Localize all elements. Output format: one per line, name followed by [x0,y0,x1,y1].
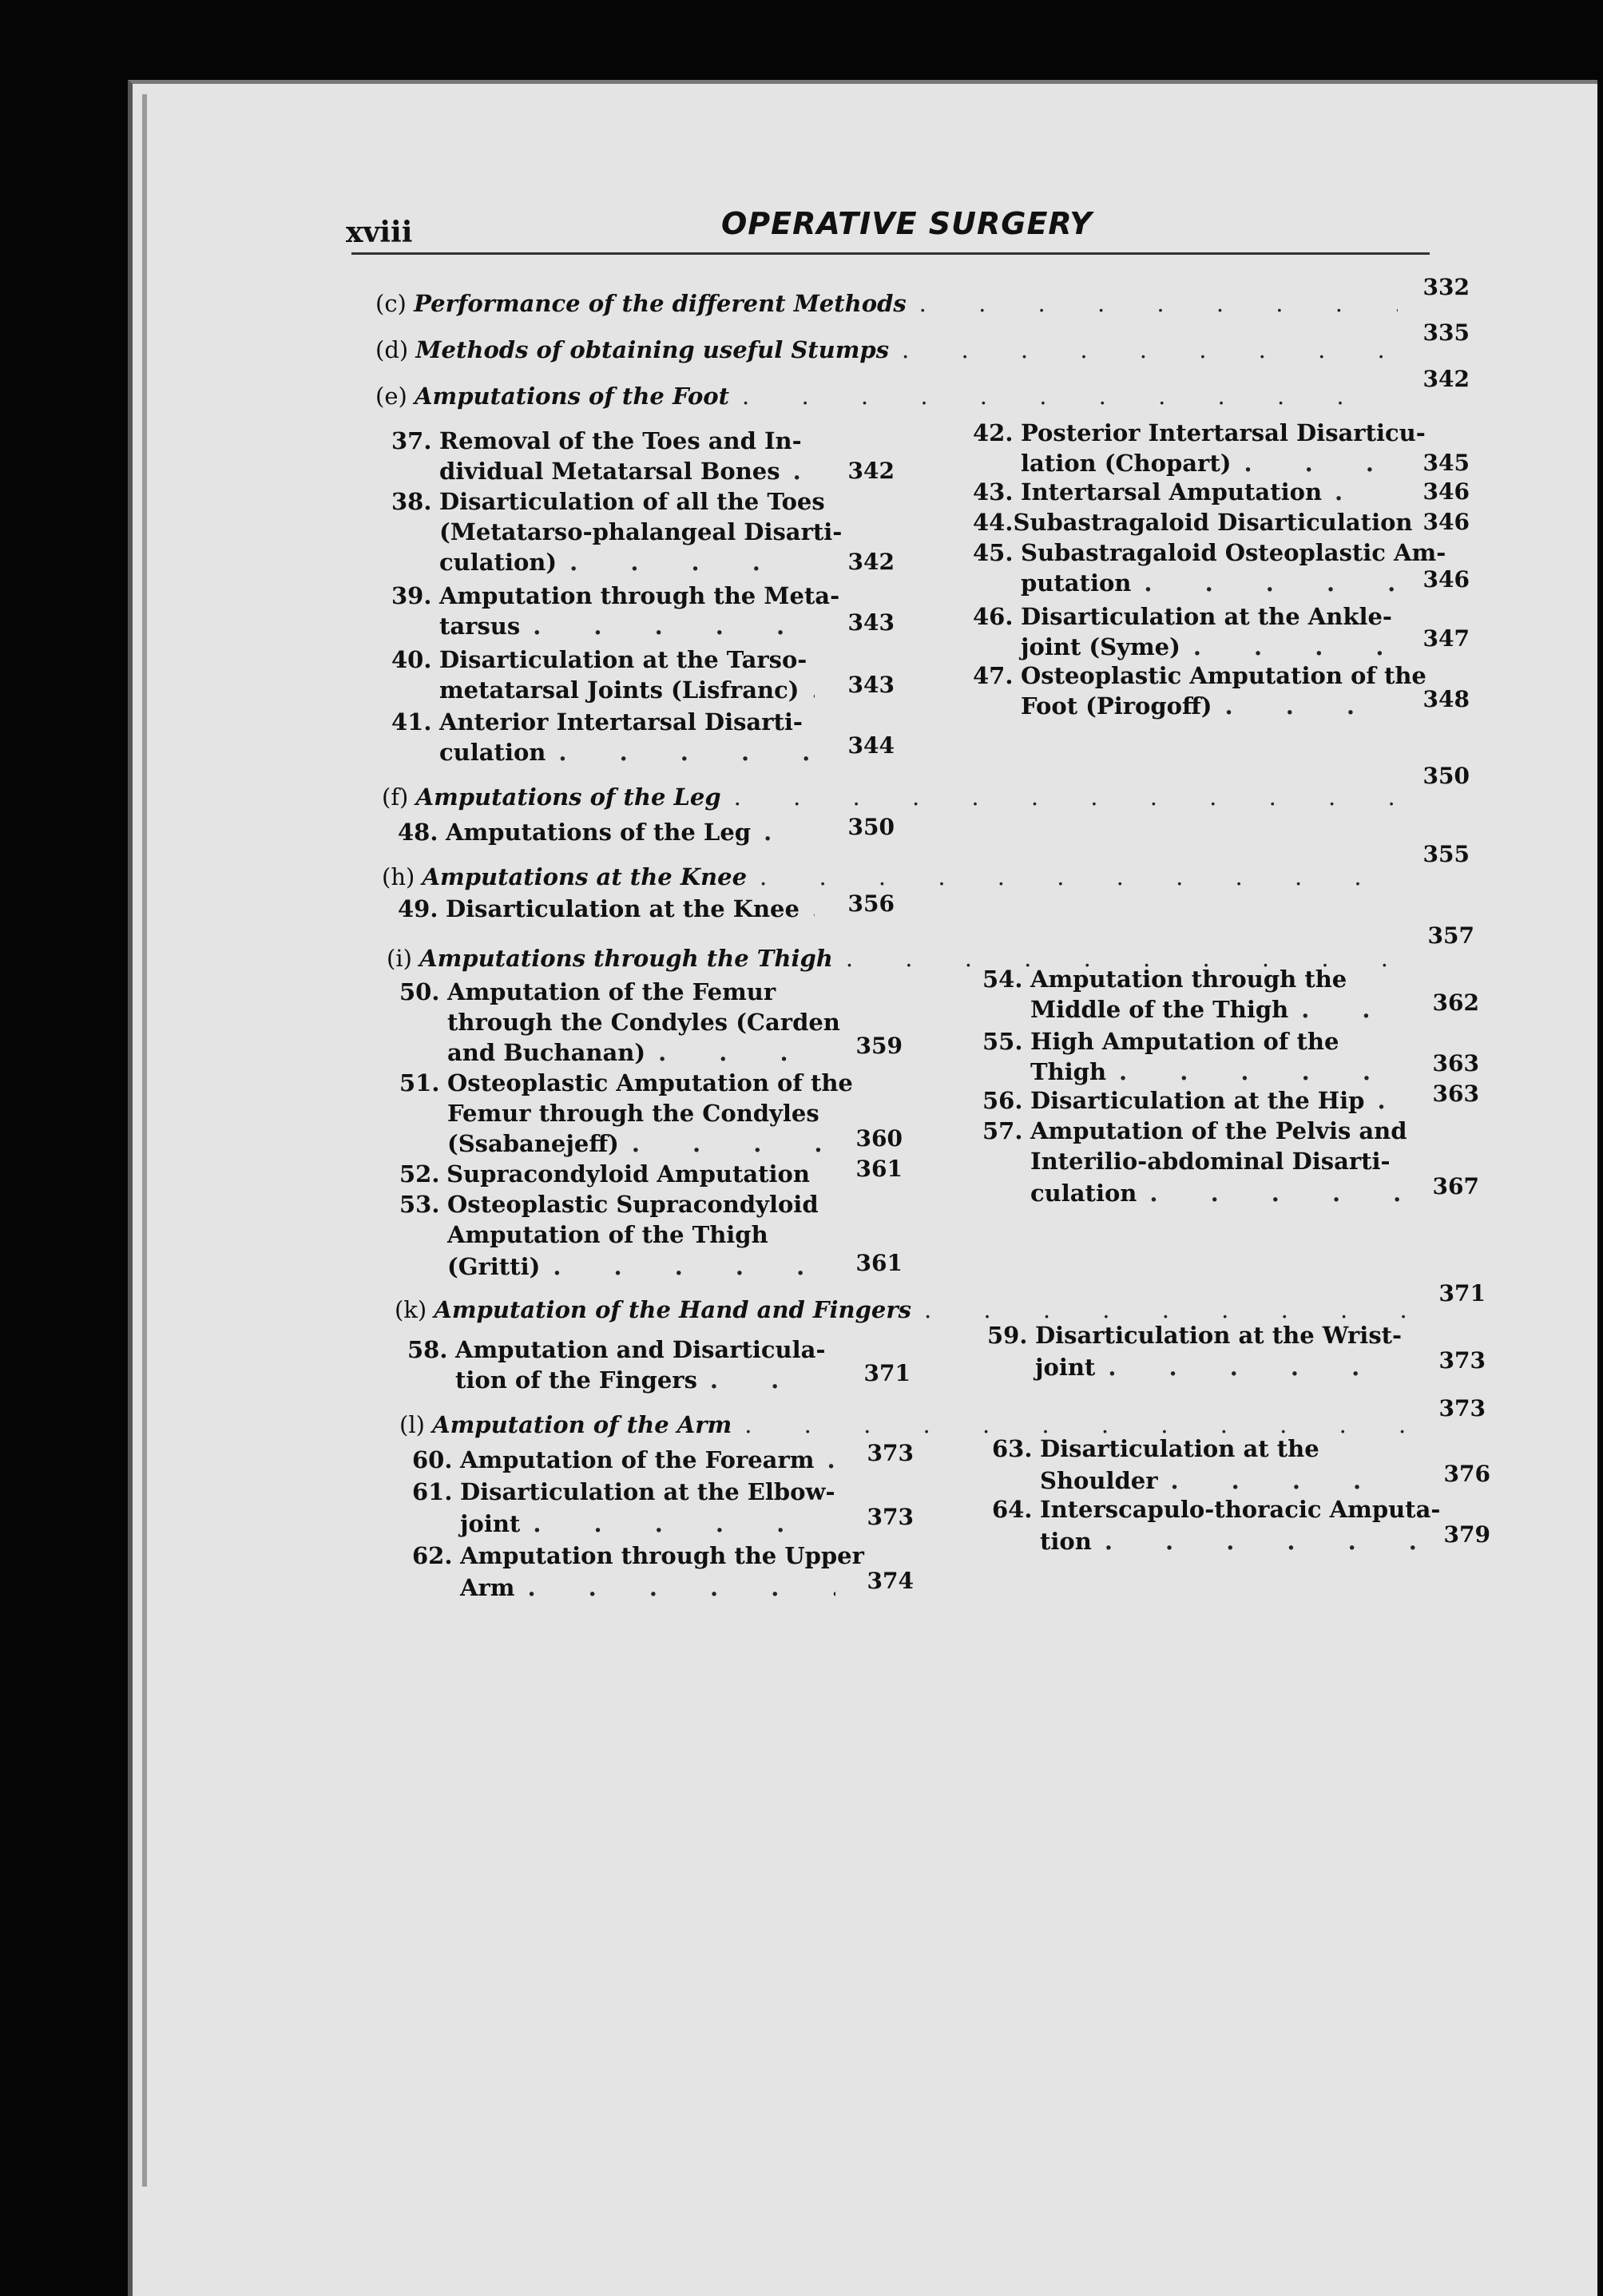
toc-entry: 60. Amputation of the Forearm . . . [412,1444,835,1476]
toc-entry: 41. Anterior Intertarsal Disarti- [391,708,803,736]
section-c: (c) Performance of the different Methods . . . [375,287,1398,319]
page-ref: 373 [1438,1395,1486,1422]
toc-entry-cont: tarsus . . . [439,610,815,642]
toc-entry-cont: Thigh . . . [1030,1056,1406,1088]
page-ref: 348 [1422,686,1470,712]
toc-entry-cont: (Ssabanejeff) . . . [447,1128,823,1160]
page-ref: 350 [847,814,895,840]
toc-entry-cont: Amputation of the Thigh [447,1221,768,1248]
toc-entry: 59. Disarticulation at the Wrist- [987,1322,1403,1349]
toc-entry-cont: metatarsal Joints (Lisfranc) . . . [439,674,815,706]
page-ref: 363 [1432,1081,1479,1107]
toc-entry: 54. Amputation through the [982,966,1347,993]
page-ref: 346 [1422,566,1470,593]
toc-entry-cont: through the Condyles (Carden [447,1009,840,1036]
toc-entry: 62. Amputation through the Upper [412,1542,864,1569]
section-f: (f) Amputations of the Leg . . . [382,781,1404,813]
toc-entry-cont: (Metatarso-phalangeal Disarti- [439,518,843,545]
page-ref: 361 [855,1250,903,1276]
toc-entry: 61. Disarticulation at the Elbow- [412,1478,835,1505]
page-ref: 367 [1432,1173,1479,1200]
section-d: (d) Methods of obtaining useful Stumps . . . [375,334,1398,366]
page-ref: 342 [847,458,895,484]
page-ref: 342 [847,549,895,575]
toc-entry-cont: culation . . . [439,736,815,768]
page-ref: 332 [1422,274,1470,300]
page-ref: 345 [1422,450,1470,476]
toc-entry-cont: dividual Metatarsal Bones . . . [439,455,815,487]
toc-entry-cont: Interilio-abdominal Disarti- [1030,1148,1391,1175]
toc-entry-cont: (Gritti) . . . [447,1251,823,1283]
running-title: OPERATIVE SURGERY [721,206,1093,241]
toc-entry: 53. Osteoplastic Supracondyloid [399,1191,819,1218]
section-h: (h) Amputations at the Knee . . . [382,861,1404,893]
toc-entry-cont: joint . . . [1035,1351,1411,1383]
toc-entry-cont: Foot (Pirogoff) . . . [1021,690,1396,722]
toc-entry-cont: joint (Syme) . . . [1021,631,1396,663]
toc-entry: 44. Subastragaloid Disarticulation . . . [973,506,1396,538]
page-ref: 373 [867,1440,914,1466]
page-ref: 361 [855,1156,903,1182]
page-ref: 374 [867,1568,914,1594]
toc-entry: 46. Disarticulation at the Ankle- [973,603,1392,630]
toc-entry: 48. Amputations of the Leg . . . [398,816,815,848]
page-ref: 373 [1438,1347,1486,1374]
page-number: xviii [346,216,413,249]
toc-entry: 64. Interscapulo-thoracic Amputa- [992,1496,1441,1523]
page-ref: 360 [855,1125,903,1152]
page-ref: 371 [863,1360,911,1386]
page-ref: 376 [1443,1461,1490,1487]
toc-entry-cont: Femur through the Condyles [447,1100,819,1127]
toc-entry-cont: tion . . . [1040,1525,1415,1557]
toc-entry: 63. Disarticulation at the [992,1435,1319,1462]
page-ref: 343 [847,672,895,698]
toc-entry: 47. Osteoplastic Amputation of the [973,662,1426,689]
page-ref: 350 [1422,763,1470,789]
toc-entry: 38. Disarticulation of all the Toes [391,488,825,515]
toc-entry: 51. Osteoplastic Amputation of the [399,1069,853,1096]
page-ref: 373 [867,1504,914,1530]
toc-entry: 50. Amputation of the Femur [399,978,776,1005]
section-e: (e) Amputations of the Foot . . . [375,380,1398,412]
section-l: (l) Amputation of the Arm . . . [399,1409,1422,1441]
page-ref: 335 [1422,319,1470,346]
toc-entry: 55. High Amputation of the [982,1028,1339,1055]
toc-entry-cont: tion of the Fingers . . . [455,1364,831,1396]
page-ref: 357 [1427,922,1474,949]
toc-entry: 57. Amputation of the Pelvis and [982,1117,1407,1144]
page-ref: 371 [1438,1280,1486,1307]
page-ref: 344 [847,732,895,759]
toc-entry-cont: putation . . . [1021,567,1396,599]
toc-entry: 49. Disarticulation at the Knee . . . [398,893,815,925]
toc-entry: 39. Amputation through the Meta- [391,582,840,609]
toc-entry-cont: Middle of the Thigh . . . [1030,993,1406,1025]
toc-entry: 43. Intertarsal Amputation . . . [973,476,1396,508]
page-ref: 379 [1443,1521,1490,1548]
toc-entry-cont: Shoulder . . . [1040,1465,1415,1497]
page-edge [142,94,147,2187]
toc-entry: 42. Posterior Intertarsal Disarticu- [973,419,1426,446]
page-ref: 347 [1422,625,1470,652]
section-k: (k) Amputation of the Hand and Fingers . . . [395,1294,1417,1326]
toc-entry-cont: Arm . . . [460,1572,835,1604]
toc-entry-cont: culation . . . [1030,1177,1406,1209]
toc-entry-cont: and Buchanan) . . . [447,1037,823,1069]
page-ref: 346 [1422,478,1470,505]
toc-entry: 56. Disarticulation at the Hip . . . [982,1085,1406,1116]
page-ref: 346 [1422,509,1470,535]
header-rule [351,252,1430,255]
page-ref: 342 [1422,366,1470,392]
page-ref: 362 [1432,989,1479,1016]
toc-entry: 40. Disarticulation at the Tarso- [391,646,807,673]
toc-entry: 52. Supracondyloid Amputation . . . [399,1158,823,1190]
page-ref: 356 [847,890,895,917]
toc-entry: 37. Removal of the Toes and In- [391,427,802,454]
page-ref: 359 [855,1033,903,1059]
toc-entry-cont: joint . . . [460,1508,835,1540]
toc-entry: 45. Subastragaloid Osteoplastic Am- [973,539,1446,566]
page-ref: 355 [1422,841,1470,867]
page-ref: 363 [1432,1050,1479,1077]
toc-entry-cont: lation (Chopart) . . . [1021,447,1396,479]
section-i: (i) Amputations through the Thigh . . . [387,942,1409,974]
toc-entry: 58. Amputation and Disarticula- [407,1336,826,1363]
toc-entry-cont: culation) . . . [439,546,815,578]
page-ref: 343 [847,609,895,636]
